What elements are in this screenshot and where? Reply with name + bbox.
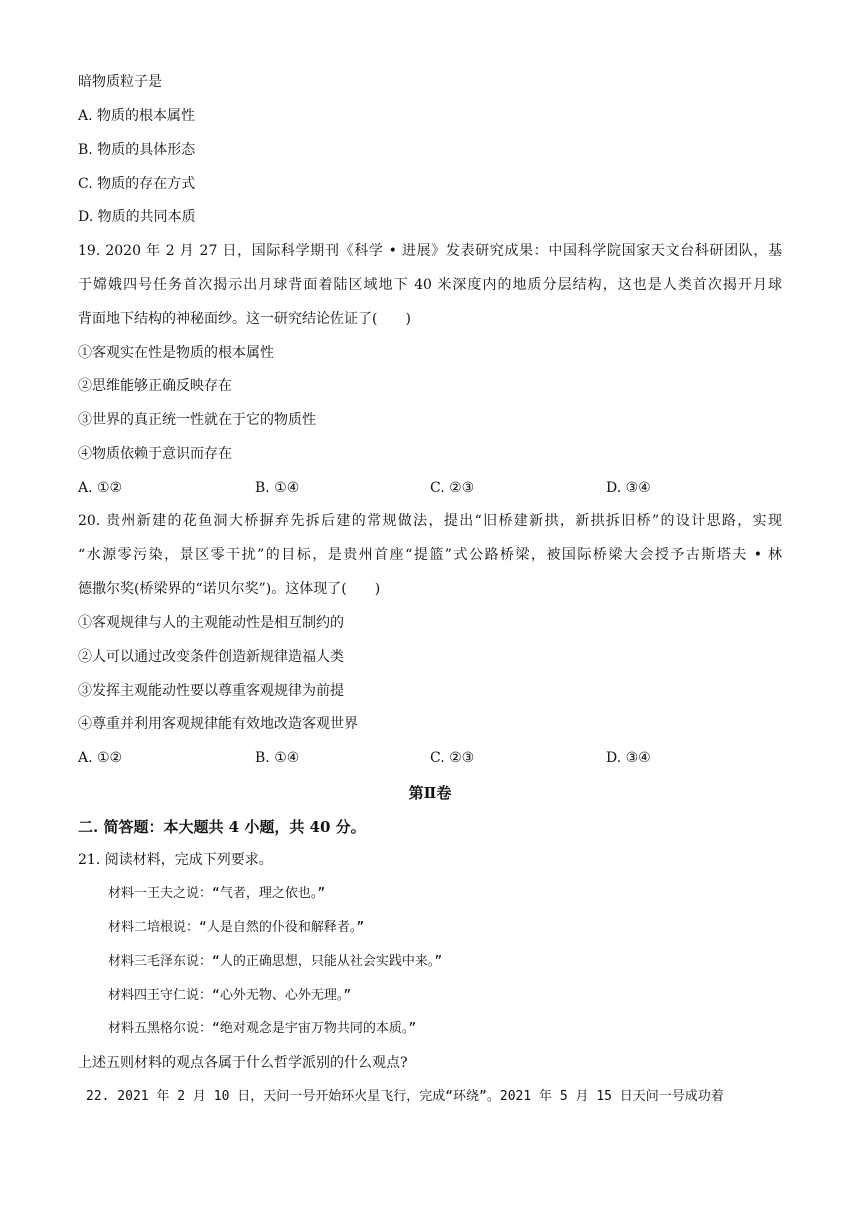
q21-material-5: 材料五黑格尔说：“绝对观念是宇宙万物共同的本质。”	[108, 1021, 417, 1036]
q20-item-2: ②人可以通过改变条件创造新规律造福人类	[78, 649, 344, 665]
q21-material-2: 材料二培根说：“人是自然的仆役和解释者。”	[108, 920, 365, 935]
q20-item-4: ④尊重并利用客观规律能有效地改造客观世界	[78, 716, 358, 732]
q19-stem-line-3: 背面地下结构的神秘面纱。这一研究结论佐证了( )	[78, 311, 411, 327]
q20-options	[78, 748, 782, 768]
q20-stem-line-1: 20. 贵州新建的花鱼洞大桥摒弃先拆后建的常规做法，提出“旧桥建新拱，新拱拆旧桥”的设计思路，实现	[78, 513, 782, 529]
q19-option-a: A. ①②	[78, 480, 123, 496]
q20-stem-line-2: “水源零污染，景区零干扰”的目标，是贵州首座“提篮”式公路桥梁，被国际桥梁大会授予古斯塔夫 • 林	[78, 547, 782, 563]
q19-option-b: B. ①④	[255, 480, 300, 496]
q21-material-4: 材料四王守仁说：“心外无物、心外无理。”	[108, 988, 352, 1003]
q19-stem-line-2: 于嫦娥四号任务首次揭示出月球背面着陆区域地下 40 米深度内的地质分层结构，这也是人类首次揭开月球	[78, 277, 782, 293]
q18-option-a: A. 物质的根本属性	[78, 108, 196, 124]
q18-option-b: B. 物质的具体形态	[78, 142, 196, 158]
section-title: 第Ⅱ卷	[408, 784, 452, 802]
q20-stem-line-3: 德撒尔奖(桥梁界的“诺贝尔奖”)。这体现了( )	[78, 581, 381, 597]
q20-option-a: A. ①②	[78, 750, 123, 766]
q20-item-1: ①客观规律与人的主观能动性是相互制约的	[78, 615, 344, 631]
q19-item-2: ②思维能够正确反映存在	[78, 378, 232, 394]
q20-option-d: D. ③④	[606, 750, 651, 766]
q19-item-3: ③世界的真正统一性就在于它的物质性	[78, 412, 316, 428]
q19-stem-line-1: 19. 2020 年 2 月 27 日，国际科学期刊《科学 • 进展》发表研究成果：中国科学院国家天文台科研团队，基	[78, 243, 782, 259]
q19-item-1: ①客观实在性是物质的根本属性	[78, 345, 274, 361]
q18-stem-tail: 暗物质粒子是	[78, 74, 162, 90]
q21-question: 上述五则材料的观点各属于什么哲学派别的什么观点?	[78, 1055, 408, 1071]
q19-options	[78, 478, 782, 498]
q20-item-3: ③发挥主观能动性要以尊重客观规律为前提	[78, 683, 344, 699]
q18-option-d: D. 物质的共同本质	[78, 209, 196, 225]
q21-material-3: 材料三毛泽东说：“人的正确思想，只能从社会实践中来。”	[108, 954, 443, 969]
q19-item-4: ④物质依赖于意识而存在	[78, 446, 232, 462]
q22-stem-line-1: 22. 2021 年 2 月 10 日，天问一号开始环火星飞行，完成“环绕”。2021 年 5 月 15 日天问一号成功着	[86, 1089, 724, 1104]
q18-option-c: C. 物质的存在方式	[78, 176, 196, 192]
q21-material-1: 材料一王夫之说：“气者，理之依也。”	[108, 886, 326, 901]
q20-option-b: B. ①④	[255, 750, 300, 766]
q20-option-c: C. ②③	[430, 750, 475, 766]
q19-option-d: D. ③④	[606, 480, 651, 496]
q19-option-c: C. ②③	[430, 480, 475, 496]
part2-heading: 二. 简答题：本大题共 4 小题，共 40 分。	[78, 818, 366, 836]
q21-stem: 21. 阅读材料，完成下列要求。	[78, 852, 273, 868]
